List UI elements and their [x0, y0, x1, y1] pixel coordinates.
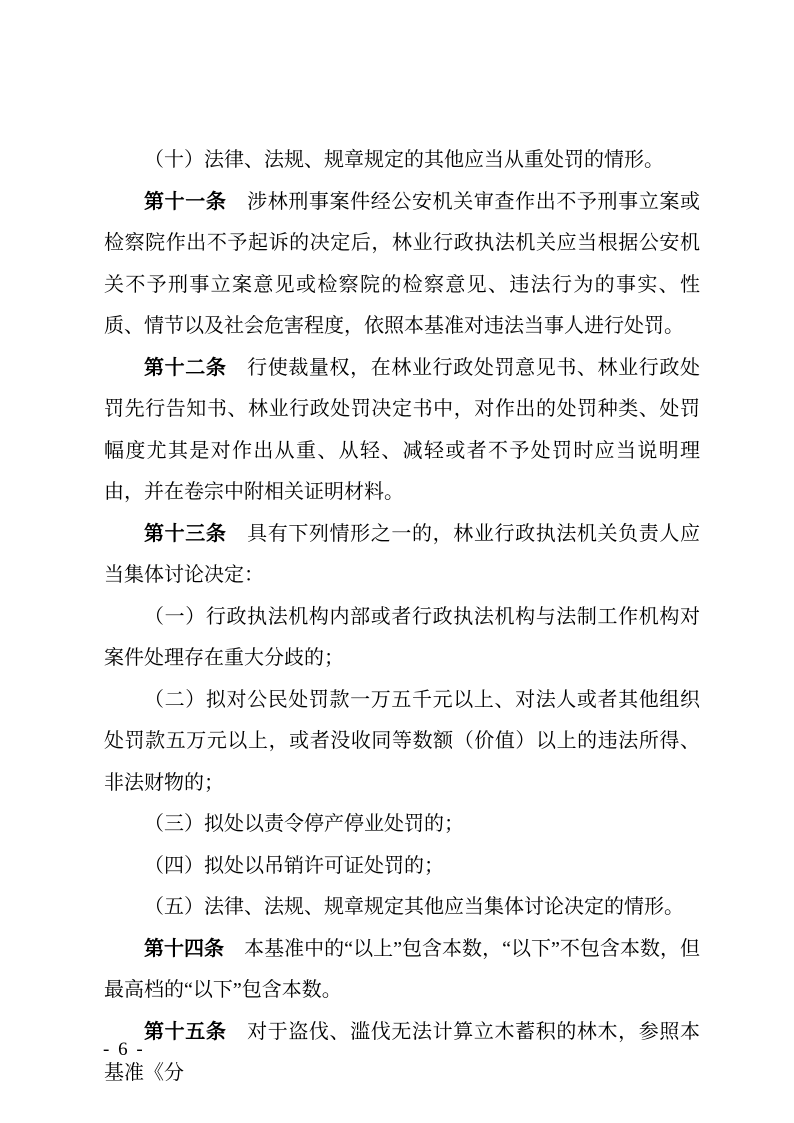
paragraph-text: （四）拟处以吊销许可证处罚的； — [144, 854, 444, 877]
paragraph — [104, 597, 700, 680]
paragraph — [104, 887, 700, 929]
paragraph — [104, 140, 700, 182]
article-number: 第十一条 — [144, 190, 227, 213]
paragraph — [104, 846, 700, 888]
article-number: 第十三条 — [144, 522, 227, 545]
paragraph — [104, 929, 700, 1012]
paragraph-text: （五）法律、法规、规章规定其他应当集体讨论决定的情形。 — [144, 896, 684, 918]
document-body — [104, 140, 700, 1095]
paragraph — [104, 1012, 700, 1095]
paragraph-text: 本基准中的“以上”包含本数，“以下”不包含本数，但最高档的“以下”包含本数。 — [104, 937, 701, 1001]
paragraph-text: （一）行政执法机构内部或者行政执法机构与法制工作机构对案件处理存在重大分歧的； — [104, 605, 700, 669]
paragraph — [104, 348, 700, 514]
page-number: - 6 - — [103, 1039, 145, 1060]
paragraph — [104, 804, 700, 846]
paragraph-text: 对于盗伐、滥伐无法计算立木蓄积的林木，参照本基准《分 — [104, 1020, 701, 1084]
article-number: 第十四条 — [144, 937, 225, 960]
article-number: 第十二条 — [144, 356, 227, 379]
paragraph-text: 涉林刑事案件经公安机关审查作出不予刑事立案或检察院作出不予起诉的决定后，林业行政执法机关应当根据公安机关不予刑事立案意见或检察院的检察意见、违法行为的事实、性质、情节以及社会危害程度，依照本基准对违法当事人进行处罚。 — [104, 190, 701, 337]
paragraph-text: （三）拟处以责令停产停业处罚的； — [144, 813, 464, 835]
article-number: 第十五条 — [144, 1020, 227, 1043]
paragraph-text: （十）法律、法规、规章规定的其他应当从重处罚的情形。 — [144, 149, 664, 171]
paragraph-text: 具有下列情形之一的，林业行政执法机关负责人应当集体讨论决定： — [104, 522, 701, 586]
paragraph-text: （二）拟对公民处罚款一万五千元以上、对法人或者其他组织处罚款五万元以上，或者没收同等数额（价值）以上的违法所得、非法财物的； — [104, 688, 700, 794]
paragraph-text: 行使裁量权，在林业行政处罚意见书、林业行政处罚先行告知书、林业行政处罚决定书中，对作出的处罚种类、处罚幅度尤其是对作出从重、从轻、减轻或者不予处罚时应当说明理由，并在卷宗中附相关证明材料。 — [104, 356, 701, 503]
paragraph — [104, 680, 700, 805]
paragraph — [104, 514, 700, 597]
paragraph — [104, 182, 700, 348]
